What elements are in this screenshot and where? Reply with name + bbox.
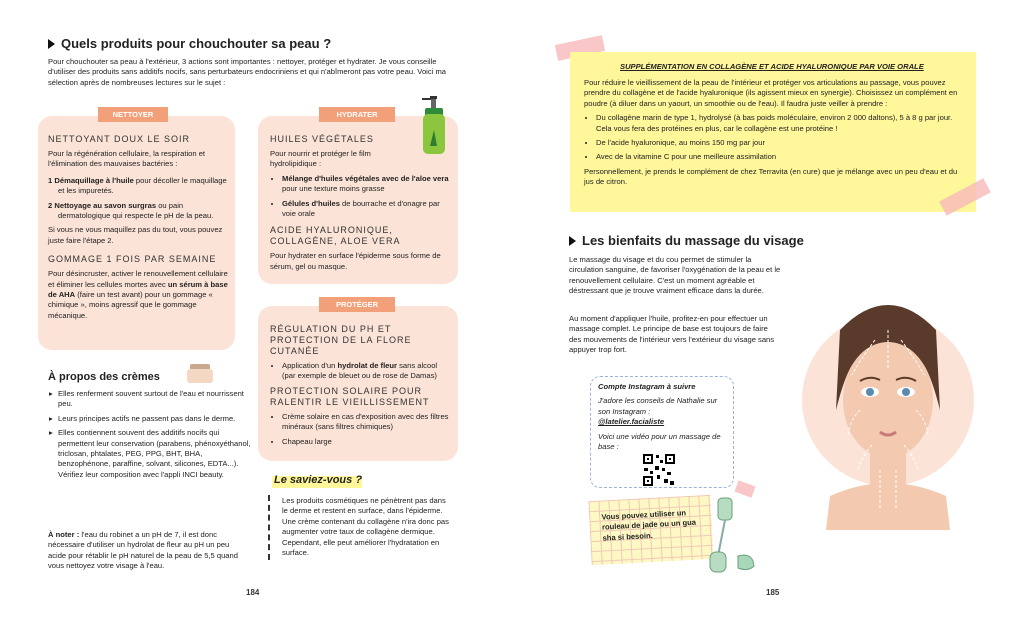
saviez-title: Le saviez-vous ? bbox=[274, 474, 363, 486]
instagram-p2: Voici une vidéo pour un massage de base : bbox=[598, 431, 721, 452]
proteger-title1: RÉGULATION DU PH ET PROTECTION DE LA FLORE CUTANÉE bbox=[270, 324, 412, 356]
massage-heading: Les bienfaits du massage du visage bbox=[569, 233, 804, 248]
nettoyer-step2: 2 Nettoyage au savon surgras ou pain dermatologique qui respecte le pH de la peau. bbox=[48, 200, 214, 221]
sticky-p2: Personnellement, je prends le complément de chez Terravita (en cure) que je mélange avec un peu d'eau et du jus de citron. bbox=[584, 166, 958, 187]
page-number-right: 185 bbox=[766, 588, 780, 597]
sticky-title: SUPPLÉMENTATION EN COLLAGÈNE ET ACIDE HYALURONIQUE PAR VOIE ORALE bbox=[620, 62, 924, 71]
qr-code[interactable] bbox=[642, 453, 676, 487]
list-item: • Chapeau large bbox=[282, 437, 450, 447]
list-item: • Crème solaire en cas d'exposition avec des filtres minéraux (sans filtres chimiques) bbox=[282, 412, 450, 433]
hydrater-p1: Pour nourrir et protéger le film hydrolipidique : bbox=[270, 149, 371, 169]
hydrater-title1: HUILES VÉGÉTALES bbox=[270, 134, 374, 144]
list-item: ▸ Elles renferment souvent surtout de l'eau et nourrissent peu. bbox=[58, 389, 254, 410]
massage-p2: Au moment d'appliquer l'huile, profitez-en pour effectuer un massage complet. Le principe de base est toujours de faire des mouvements de l'intérieur vers l'extérieur du visage sans appuyer trop fort. bbox=[569, 314, 775, 355]
list-item: • Mélange d'huiles végétales avec de l'aloe vera pour une texture moins grasse bbox=[282, 174, 450, 195]
left-intro: Pour chouchouter sa peau à l'extérieur, 3 actions sont importantes : nettoyer, protéger et hydrater. Je vous conseille d'utiliser des produits sans additifs nocifs, sans perturbateurs endocriniens et qui n'abîmeront pas votre peau. Voici ma sélection après de nombreuses lectures sur le sujet : bbox=[48, 57, 446, 87]
hydrater-content bbox=[270, 134, 450, 272]
nettoyer-content bbox=[48, 134, 228, 321]
triangle-icon bbox=[569, 236, 576, 246]
left-heading: Quels produits pour chouchouter sa peau ? bbox=[48, 36, 331, 51]
sticky-p1: Pour réduire le vieillissement de la peau de l'intérieur et protéger vos articulations au passage, vous pouvez prendre du collagène et de l'acide hyaluronique (ils agissent mieux en synergie). Choisissez un complément en poudre (à diluer dans un yaourt, un smoothie ou de l'eau). Il faudra juste veiller à prendre : bbox=[584, 78, 958, 108]
list-item: ▸ Leurs principes actifs ne passent pas dans le derme. bbox=[58, 414, 254, 424]
cremes-list bbox=[48, 389, 254, 484]
nettoyer-p2: Si vous ne vous maquillez pas du tout, vous pouvez juste faire l'étape 2. bbox=[48, 225, 223, 245]
sticky-list bbox=[584, 113, 962, 163]
proteger-title2: PROTECTION SOLAIRE POUR RALENTIR LE VIEILLISSEMENT bbox=[270, 385, 430, 407]
list-item: • Avec de la vitamine C pour une meilleure assimilation bbox=[596, 152, 962, 162]
hydrater-list bbox=[270, 174, 450, 220]
saviez-text: Les produits cosmétiques ne pénètrent pas dans le derme et restent en surface, dans l'épiderme. Une crème contenant du collagène n'ira donc pas augmenter votre taux de collagène dermique. Cependant, elle peut améliorer l'hydratation en surface. bbox=[282, 496, 449, 558]
proteger-content bbox=[270, 324, 450, 451]
instagram-handle[interactable]: @latelier.facialiste bbox=[598, 417, 665, 427]
instagram-p1: J'adore les conseils de Nathalie sur son Instagram : bbox=[598, 396, 718, 416]
nettoyer-step1: 1 Démaquillage à l'huile pour décoller le maquillage et les impuretés. bbox=[48, 175, 227, 196]
instagram-content bbox=[598, 382, 728, 452]
nettoyer-badge: NETTOYER bbox=[98, 107, 168, 122]
page-number-left: 184 bbox=[246, 588, 260, 597]
cream-jar-icon bbox=[184, 363, 216, 385]
jade-roller-icon bbox=[688, 496, 758, 576]
list-item: • Application d'un hydrolat de fleur sans alcool (par exemple de bleuet ou de rose de Damas) bbox=[282, 361, 450, 382]
saviez-dashes bbox=[268, 495, 274, 560]
proteger-list1 bbox=[270, 361, 450, 382]
roller-note: Vous pouvez utiliser un rouleau de jade ou un gua sha si besoin. bbox=[601, 508, 697, 543]
nettoyer-title2: GOMMAGE 1 FOIS PAR SEMAINE bbox=[48, 254, 217, 265]
nettoyer-p1: Pour la régénération cellulaire, la respiration et l'élimination des mauvaises bactéries : bbox=[48, 149, 206, 169]
hydrater-p2: Pour hydrater en surface l'épiderme sous forme de sérum, gel ou masque. bbox=[270, 251, 441, 271]
massage-p1: Le massage du visage et du cou permet de stimuler la circulation sanguine, de favoriser l'oxygénation de la peau et le renouvellement cellulaire. C'est un moment agréable et déstressant que je trouve vraiment efficace dans la durée. bbox=[569, 255, 781, 296]
sticky-content bbox=[584, 78, 962, 188]
nettoyer-p3: Pour désincruster, activer le renouvellement cellulaire et éliminer les cellules mortes avec un sérum à base de AHA (faire un test avant) pour un gommage « chimique », moins agressif que le gommage mécanique. bbox=[48, 269, 228, 320]
proteger-badge: PROTÉGER bbox=[319, 297, 395, 312]
list-item: • De l'acide hyaluronique, au moins 150 mg par jour bbox=[596, 138, 962, 148]
a-noter: À noter : l'eau du robinet a un pH de 7, il est donc nécessaire d'utiliser un hydrolat de fleur au pH un peu acide pour rétablir le pH naturel de la peau de 5,5 quand vous nettoyez votre visage à l'eau. bbox=[48, 530, 238, 571]
triangle-icon bbox=[48, 39, 55, 49]
proteger-list2 bbox=[270, 412, 450, 447]
nettoyer-title1: NETTOYANT DOUX LE SOIR bbox=[48, 134, 191, 144]
list-item: ▸ Elles contiennent souvent des additifs nocifs qui permettent leur conservation (parabens, phénoxyéthanol, triclosan, phtalates, PEG, PPG, BHT, BHA, benzophénone, paraffine, solvant, silicones, EDTA...). Vérifiez leur composition avec l'appli INCI beauty. bbox=[58, 428, 254, 480]
cremes-heading: À propos des crèmes bbox=[48, 371, 160, 383]
hydrater-title2: ACIDE HYALURONIQUE, COLLAGÈNE, ALOE VERA bbox=[270, 225, 401, 247]
instagram-title: Compte Instagram à suivre bbox=[598, 382, 696, 391]
list-item: • Du collagène marin de type 1, hydrolysé (à bas poids moléculaire, environ 2 000 daltons), 5 à 8 g par jour. Cela vous fera des protéines en plus, car le collagène est une protéine ! bbox=[596, 113, 962, 134]
face-illustration bbox=[800, 270, 976, 530]
hydrater-badge: HYDRATER bbox=[319, 107, 395, 122]
list-item: • Gélules d'huiles de bourrache et d'onagre par voie orale bbox=[282, 199, 450, 220]
